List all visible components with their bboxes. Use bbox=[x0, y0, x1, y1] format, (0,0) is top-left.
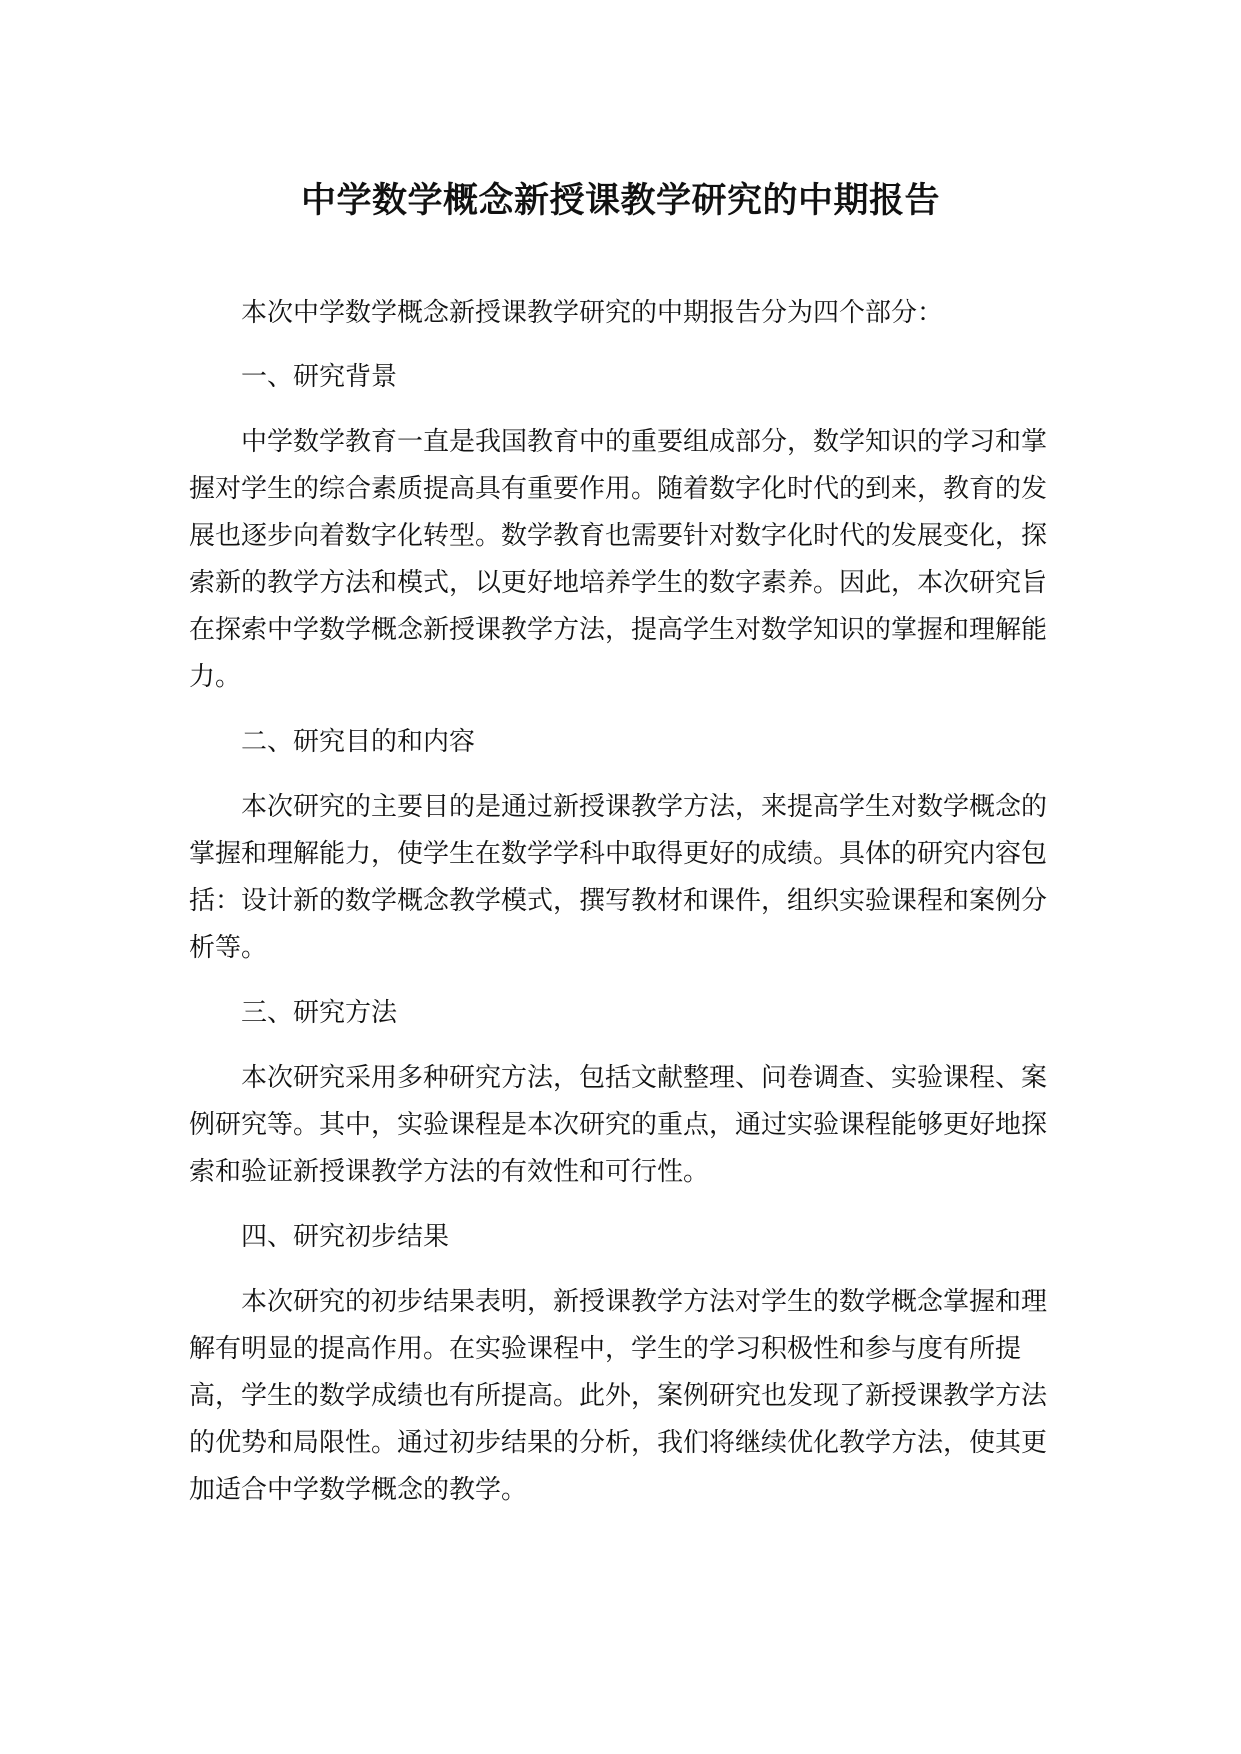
section-heading-background: 一、研究背景 bbox=[241, 362, 398, 392]
section-paragraph-methods: 本次研究采用多种研究方法，包括文献整理、问卷调查、实验课程、案例研究等。其中，实验课程是本次研究的重点，通过实验课程能够更好地探索和验证新授课教学方法的有效性和可行性。 bbox=[189, 1063, 1048, 1187]
section-heading-methods: 三、研究方法 bbox=[241, 998, 398, 1028]
section-paragraph-goals-content: 本次研究的主要目的是通过新授课教学方法，来提高学生对数学概念的掌握和理解能力，使学生在数学学科中取得更好的成绩。具体的研究内容包括：设计新的数学概念教学模式，撰写教材和课件，组织实验课程和案例分析等。 bbox=[189, 792, 1048, 963]
document-body bbox=[189, 290, 1069, 1532]
section-paragraph-preliminary-results: 本次研究的初步结果表明，新授课教学方法对学生的数学概念掌握和理解有明显的提高作用。在实验课程中，学生的学习积极性和参与度有所提高，学生的数学成绩也有所提高。此外，案例研究也发现了新授课教学方法的优势和局限性。通过初步结果的分析，我们将继续优化教学方法，使其更加适合中学数学概念的教学。 bbox=[189, 1287, 1048, 1505]
section-paragraph-background: 中学数学教育一直是我国教育中的重要组成部分，数学知识的学习和掌握对学生的综合素质提高具有重要作用。随着数字化时代的到来，教育的发展也逐步向着数字化转型。数学教育也需要针对数字化时代的发展变化，探索新的教学方法和模式，以更好地培养学生的数字素养。因此，本次研究旨在探索中学数学概念新授课教学方法，提高学生对数学知识的掌握和理解能力。 bbox=[189, 427, 1048, 692]
section-heading-goals-content: 二、研究目的和内容 bbox=[241, 727, 476, 757]
document-title: 中学数学概念新授课教学研究的中期报告 bbox=[300, 181, 940, 221]
section-heading-preliminary-results: 四、研究初步结果 bbox=[241, 1222, 450, 1252]
intro-paragraph: 本次中学数学概念新授课教学研究的中期报告分为四个部分： bbox=[241, 298, 944, 328]
